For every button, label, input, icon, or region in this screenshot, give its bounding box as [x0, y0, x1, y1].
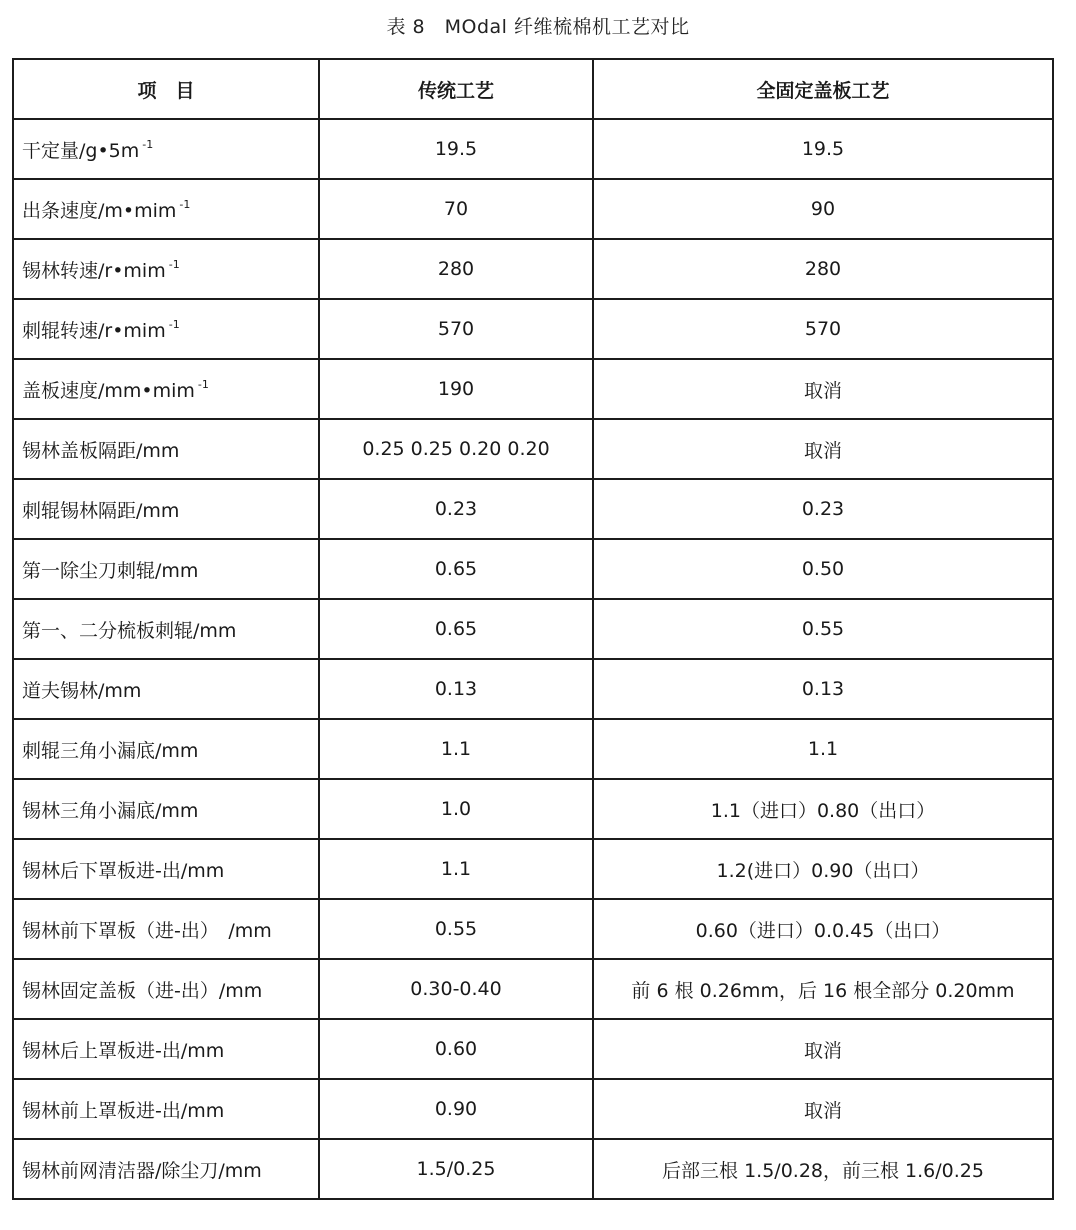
row-item-label: 第一、二分梳板刺辊/mm [13, 599, 319, 659]
row-fixed-flat-value: 前 6 根 0.26mm，后 16 根全部分 0.20mm [593, 959, 1053, 1019]
row-traditional-value: 0.90 [319, 1079, 593, 1139]
row-traditional-value: 1.1 [319, 839, 593, 899]
table-row [13, 659, 1053, 719]
table-row [13, 719, 1053, 779]
row-fixed-flat-value: 0.13 [593, 659, 1053, 719]
row-item-label: 锡林固定盖板（进-出）/mm [13, 959, 319, 1019]
table-row [13, 1139, 1053, 1199]
process-comparison-table [12, 58, 1054, 1200]
header-traditional: 传统工艺 [319, 59, 593, 119]
row-item-label: 道夫锡林/mm [13, 659, 319, 719]
row-traditional-value: 190 [319, 359, 593, 419]
row-item-label: 锡林转速/r•mim $^{-1}$ [13, 239, 319, 299]
table-row [13, 599, 1053, 659]
header-item: 项 目 [13, 59, 319, 119]
row-fixed-flat-value: 0.50 [593, 539, 1053, 599]
row-traditional-value: 1.5/0.25 [319, 1139, 593, 1199]
table-row [13, 779, 1053, 839]
row-traditional-value: 1.1 [319, 719, 593, 779]
header-fixed-flat: 全固定盖板工艺 [593, 59, 1053, 119]
table-header-row [13, 59, 1053, 119]
table-row [13, 899, 1053, 959]
unit-exponent: -1 [197, 377, 209, 391]
table-row [13, 959, 1053, 1019]
row-item-label: 锡林后下罩板进-出/mm [13, 839, 319, 899]
row-fixed-flat-value: 0.23 [593, 479, 1053, 539]
row-item-label: 出条速度/m•mim $^{-1}$ [13, 179, 319, 239]
unit-exponent: -1 [168, 257, 180, 271]
table-caption: 表 8 MOdal 纤维梳棉机工艺对比 [386, 16, 690, 38]
row-item-label: 锡林三角小漏底/mm [13, 779, 319, 839]
row-fixed-flat-value: 570 [593, 299, 1053, 359]
row-item-label: 第一除尘刀刺辊/mm [13, 539, 319, 599]
table-row [13, 299, 1053, 359]
row-traditional-value: 570 [319, 299, 593, 359]
row-item-label: 锡林盖板隔距/mm [13, 419, 319, 479]
row-fixed-flat-value: 1.1 [593, 719, 1053, 779]
row-traditional-value: 0.60 [319, 1019, 593, 1079]
unit-exponent: -1 [179, 197, 191, 211]
row-traditional-value: 0.55 [319, 899, 593, 959]
row-item-label: 锡林前上罩板进-出/mm [13, 1079, 319, 1139]
row-item-label: 锡林前下罩板（进-出） /mm [13, 899, 319, 959]
row-traditional-value: 19.5 [319, 119, 593, 179]
row-item-label: 刺辊三角小漏底/mm [13, 719, 319, 779]
row-item-label: 锡林前网清洁器/除尘刀/mm [13, 1139, 319, 1199]
row-fixed-flat-value: 0.60（进口）0.0.45（出口） [593, 899, 1053, 959]
row-item-label: 刺辊锡林隔距/mm [13, 479, 319, 539]
row-fixed-flat-value: 取消 [593, 1019, 1053, 1079]
row-fixed-flat-value: 1.1（进口）0.80（出口） [593, 779, 1053, 839]
row-traditional-value: 280 [319, 239, 593, 299]
row-fixed-flat-value: 取消 [593, 359, 1053, 419]
row-traditional-value: 0.30-0.40 [319, 959, 593, 1019]
row-item-label: 刺辊转速/r•mim $^{-1}$ [13, 299, 319, 359]
table-row [13, 119, 1053, 179]
unit-exponent: -1 [168, 317, 180, 331]
row-traditional-value: 1.0 [319, 779, 593, 839]
row-fixed-flat-value: 后部三根 1.5/0.28，前三根 1.6/0.25 [593, 1139, 1053, 1199]
row-traditional-value: 70 [319, 179, 593, 239]
table-row [13, 239, 1053, 299]
row-fixed-flat-value: 取消 [593, 1079, 1053, 1139]
table-row [13, 419, 1053, 479]
row-fixed-flat-value: 0.55 [593, 599, 1053, 659]
table-row [13, 179, 1053, 239]
row-item-label: 干定量/g•5m $^{-1}$ [13, 119, 319, 179]
row-item-label: 盖板速度/mm•mim $^{-1}$ [13, 359, 319, 419]
row-traditional-value: 0.65 [319, 539, 593, 599]
row-fixed-flat-value: 19.5 [593, 119, 1053, 179]
unit-exponent: -1 [142, 137, 154, 151]
table-row [13, 539, 1053, 599]
table-row [13, 359, 1053, 419]
table-row [13, 1079, 1053, 1139]
row-item-label: 锡林后上罩板进-出/mm [13, 1019, 319, 1079]
row-traditional-value: 0.23 [319, 479, 593, 539]
row-traditional-value: 0.13 [319, 659, 593, 719]
row-fixed-flat-value: 90 [593, 179, 1053, 239]
row-fixed-flat-value: 1.2(进口）0.90（出口） [593, 839, 1053, 899]
table-row [13, 1019, 1053, 1079]
table-row [13, 839, 1053, 899]
row-fixed-flat-value: 取消 [593, 419, 1053, 479]
row-traditional-value: 0.65 [319, 599, 593, 659]
table-row [13, 479, 1053, 539]
row-traditional-value: 0.25 0.25 0.20 0.20 [319, 419, 593, 479]
row-fixed-flat-value: 280 [593, 239, 1053, 299]
